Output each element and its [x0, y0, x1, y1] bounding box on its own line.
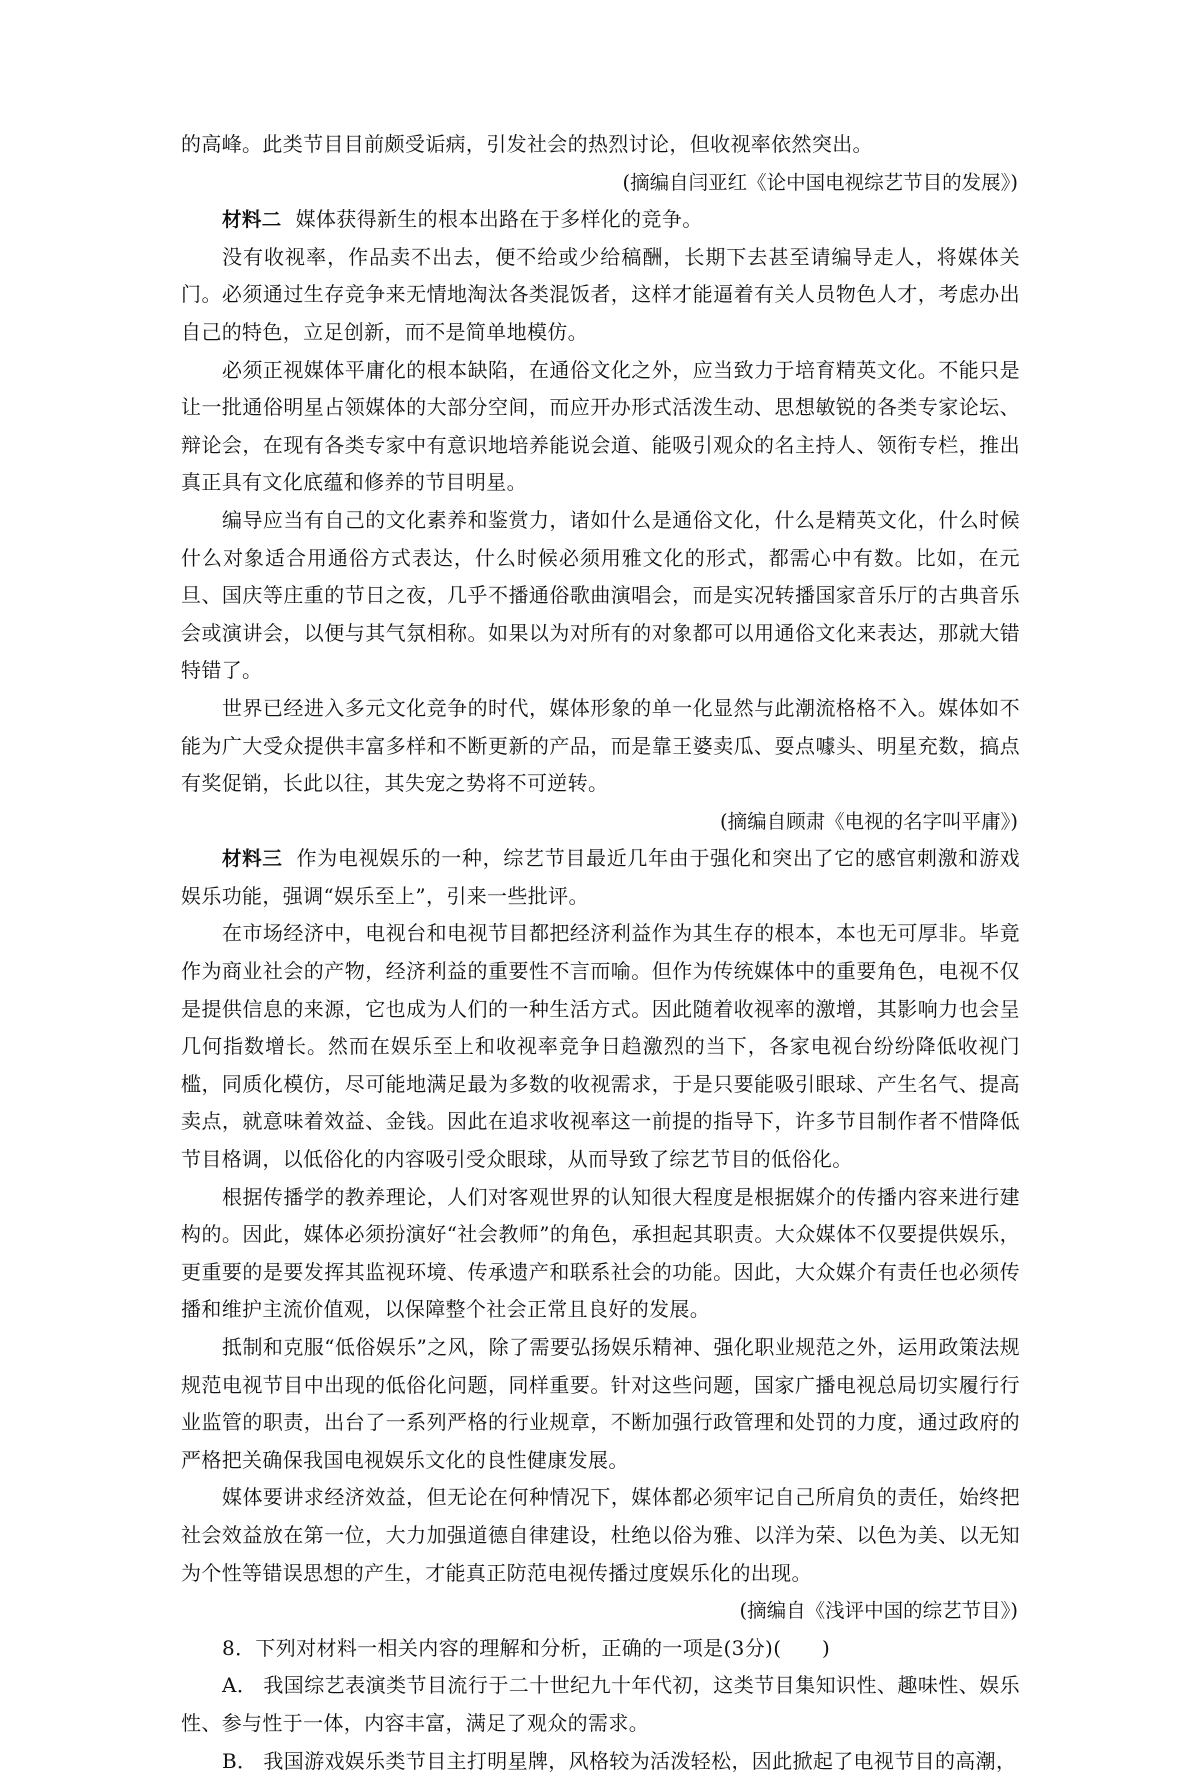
- material2-paragraph-5: 世界已经进入多元文化竞争的时代，媒体形象的单一化显然与此潮流格格不入。媒体如不能为广大受众提供丰富多样和不断更新的产品，而是靠王婆卖瓜、耍点噱头、明星充数，搞点有奖促销，长此以往，其失宠之势将不可逆转。: [181, 695, 1020, 796]
- question-8-option-b: [181, 1743, 1020, 1780]
- question-8-option-a: [181, 1667, 1020, 1742]
- option-b-text: 我国游戏娱乐类节目主打明星牌，风格较为活泼轻松，因此掀起了电视节目的高潮，: [263, 1748, 1017, 1773]
- option-a-text: 我国综艺表演类节目流行于二十世纪九十年代初，这类节目集知识性、趣味性、娱乐性、参与性于一体，内容丰富，满足了观众的需求。: [181, 1673, 1020, 1735]
- material3-paragraph-1: 作为电视娱乐的一种，综艺节目最近几年由于强化和突出了它的感官刺激和游戏娱乐功能，强调“娱乐至上”，引来一些批评。: [181, 846, 1020, 908]
- material3-paragraph-4: 抵制和克服“低俗娱乐”之风，除了需要弘扬娱乐精神、强化职业规范之外，运用政策法规规范电视节目中出现的低俗化问题，同样重要。针对这些问题，国家广播电视总局切实履行行业监管的职责，出台了一系列严格的行业规章，不断加强行政管理和处罚的力度，通过政府的严格把关确保我国电视娱乐文化的良性健康发展。: [181, 1335, 1020, 1472]
- material3-paragraph-5: 媒体要讲求经济效益，但无论在何种情况下，媒体都必须牢记自己所肩负的责任，始终把社会效益放在第一位，大力加强道德自律建设，杜绝以俗为雅、以洋为荣、以色为美、以无知为个性等错误思想的产生，才能真正防范电视传播过度娱乐化的出现。: [181, 1485, 1020, 1585]
- question-8-stem: 8．下列对材料一相关内容的理解和分析，正确的一项是(3分)( ): [222, 1635, 831, 1660]
- material2-paragraph-2: 没有收视率，作品卖不出去，便不给或少给稿酬，长期下去甚至请编导走人，将媒体关门。必须通过生存竞争来无情地淘汰各类混饭者，这样才能逼着有关人员物色人才，考虑办出自己的特色，立足创新，而不是简单地模仿。: [181, 244, 1020, 344]
- material3-source: (摘编自《浅评中国的综艺节目》): [739, 1599, 1018, 1623]
- option-a-letter: A．: [222, 1673, 258, 1698]
- material2-intro-paragraph: [181, 201, 1020, 239]
- option-b-letter: B．: [222, 1748, 258, 1773]
- material2-label: 材料二: [222, 208, 282, 232]
- material2-paragraph-3: 必须正视媒体平庸化的根本缺陷，在通俗文化之外，应当致力于培育精英文化。不能只是让一批通俗明星占领媒体的大部分空间，而应开办形式活泼生动、思想敏锐的各类专家论坛、辩论会，在现有各类专家中有意识地培养能说会道、能吸引观众的名主持人、领衔专栏，推出真正具有文化底蕴和修养的节目明星。: [181, 357, 1020, 495]
- material2-source: (摘编自顾肃《电视的名字叫平庸》): [720, 809, 1018, 833]
- material3-paragraph-2: 在市场经济中，电视台和电视节目都把经济利益作为其生存的根本，本也无可厚非。毕竟作为商业社会的产物，经济利益的重要性不言而喻。但作为传统媒体中的重要角色，电视不仅是提供信息的来源，它也成为人们的一种生活方式。因此随着收视率的激增，其影响力也会呈几何指数增长。然而在娱乐至上和收视率竞争日趋激烈的当下，各家电视台纷纷降低收视门槛，同质化模仿，尽可能地满足最为多数的收视需求，于是只要能吸引眼球、产生名气、提高卖点，就意味着效益、金钱。因此在追求收视率这一前提的指导下，许多节目制作者不惜降低节目格调，以低俗化的内容吸引受众眼球，从而导致了综艺节目的低俗化。: [181, 921, 1020, 1172]
- material1-source: (摘编自闫亚红《论中国电视综艺节目的发展》): [622, 170, 1018, 194]
- material3-label: 材料三: [222, 847, 283, 871]
- material1-tail-paragraph: 的高峰。此类节目目前颇受诟病，引发社会的热烈讨论，但收视率依然突出。: [181, 132, 873, 156]
- material2-paragraph-1: 媒体获得新生的根本出路在于多样化的竞争。: [295, 207, 703, 232]
- material3-intro-paragraph: [181, 840, 1020, 915]
- material3-paragraph-3: 根据传播学的教养理论，人们对客观世界的认知很大程度是根据媒介的传播内容来进行建构的。因此，媒体必须扮演好“社会教师”的角色，承担起其职责。大众媒体不仅要提供娱乐，更重要的是要发挥其监视环境、传承遗产和联系社会的功能。因此，大众媒介有责任也必须传播和维护主流价值观，以保障整个社会正常且良好的发展。: [181, 1184, 1020, 1322]
- material2-paragraph-4: 编导应当有自己的文化素养和鉴赏力，诸如什么是通俗文化，什么是精英文化，什么时候什么对象适合用通俗方式表达，什么时候必须用雅文化的形式，都需心中有数。比如，在元旦、国庆等庄重的节日之夜，几乎不播通俗歌曲演唱会，而是实况转播国家音乐厅的古典音乐会或演讲会，以便与其气氛相称。如果以为对所有的对象都可以用通俗文化来表达，那就大错特错了。: [181, 507, 1020, 683]
